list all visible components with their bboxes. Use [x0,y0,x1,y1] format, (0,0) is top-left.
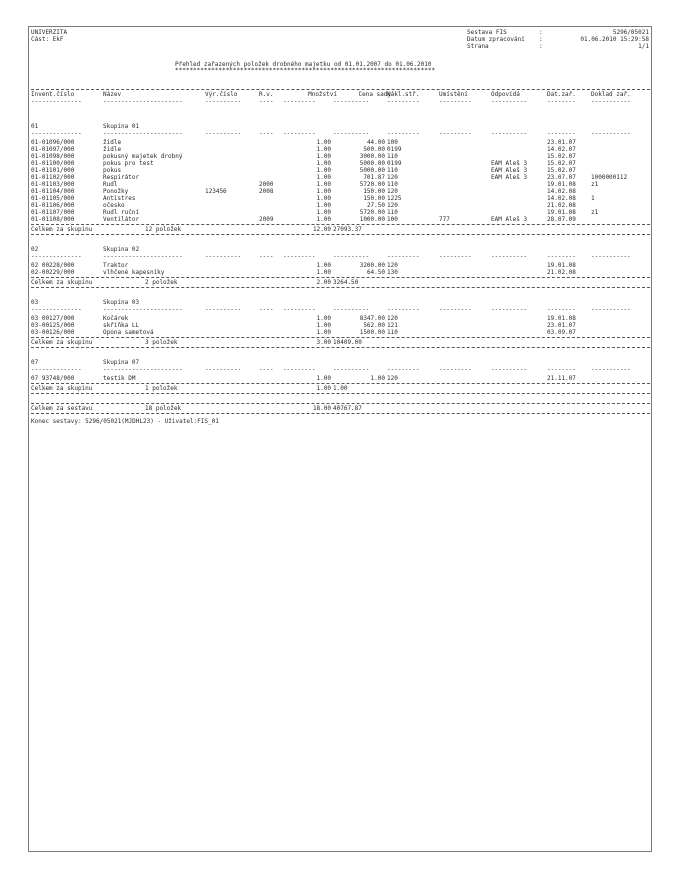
table-cell-cost: 110 [387,181,398,188]
grand-total-label: Celkem za sestavu [31,405,93,412]
table-cell-inv: 01-01098/000 [31,153,75,160]
table-cell-inv: 01-01105/000 [31,195,75,202]
table-cell-price: 44.00 [366,139,385,146]
group-name: Skupina 03 [103,299,140,306]
report-title-underline: ************************************************************************ [175,67,436,74]
table-cell-cost: 120 [387,315,398,322]
group-dashes: ---------------------- [103,366,183,373]
table-cell-price: 3200.00 [359,262,385,269]
table-cell-price: 27.50 [366,202,385,209]
table-cell-inv: 03-00126/000 [31,329,75,336]
table-cell-name: skříňka LL [103,322,140,329]
table-cell-resp: EAM Aleš 3 [491,167,528,174]
table-cell-name: Respirátor [103,174,140,181]
group-dashes: ---------- [491,253,528,260]
group-dashes: --------- [439,253,472,260]
meta-sep-page: : [539,43,543,50]
group-dashes: --------- [283,306,316,313]
table-cell-name: Kočárek [103,315,129,322]
table-cell-place: 777 [439,216,450,223]
group-dashes: ---------- [333,306,370,313]
table-cell-qty: 1.00 [316,315,331,322]
group-dashes: ---------- [205,253,242,260]
meta-label-page: Strana [467,43,489,50]
table-cell-price: 562.00 [363,322,385,329]
table-cell-price: 500.00 [363,146,385,153]
table-cell-inv: 02 00228/000 [31,262,75,269]
group-dashes: ---------- [205,130,242,137]
grand-total-qty: 18.00 [312,405,331,412]
table-cell-qty: 1.00 [316,188,331,195]
table-cell-name: Rudl [103,181,118,188]
table-cell-name: pokus [103,167,122,174]
column-header: Doklad zař. [591,91,631,98]
table-cell-qty: 1.00 [316,146,331,153]
table-cell-price: 150.00 [363,188,385,195]
group-end-rule [31,234,650,235]
table-cell-cost: 110 [387,153,398,160]
group-total-price: 10409.00 [333,339,362,346]
column-header: Odpovídá [491,91,520,98]
table-cell-date: 15.02.07 [547,160,576,167]
group-dashes: ---------------------- [103,306,183,313]
group-dashes: ---------- [333,253,370,260]
table-cell-name: Traktor [103,262,129,269]
table-cell-qty: 1.00 [316,329,331,336]
table-cell-cost: 1225 [387,195,402,202]
table-cell-date: 23.01.07 [547,139,576,146]
table-cell-price: 150.00 [363,195,385,202]
table-cell-inv: 03 00127/000 [31,315,75,322]
group-total-rule [31,383,650,384]
dept-name: Část: EkF [31,36,64,43]
column-header: R.v. [259,91,274,98]
table-cell-qty: 1.00 [316,195,331,202]
table-cell-cost: 120 [387,262,398,269]
meta-value-date: 01.06.2010 15:29:58 [580,36,649,43]
table-cell-cost: 120 [387,174,398,181]
group-total-rule [31,277,650,278]
group-total-label: Celkem za skupinu [31,226,93,233]
group-dashes: ----------- [591,130,631,137]
group-dashes: -------- [547,253,576,260]
table-cell-doc: 1 [591,195,595,202]
group-total-qty: 1.00 [316,385,331,392]
org-name: UNIVERZITA [31,29,68,36]
group-code: 03 [31,299,39,306]
table-cell-serial: 123456 [205,188,227,195]
table-cell-qty: 1.00 [316,174,331,181]
group-total-price: 3264.50 [333,279,359,286]
table-cell-cost: 120 [387,188,398,195]
group-dashes: ---- [259,366,274,373]
column-header: Cena sady [358,91,391,98]
group-dashes: --------- [283,130,316,137]
table-cell-qty: 1.00 [316,269,331,276]
group-dashes: ---------- [333,366,370,373]
group-end-rule [31,287,650,288]
column-header-dashes: -------- [547,98,576,105]
group-total-rule [31,337,650,338]
table-cell-cost: 110 [387,167,398,174]
meta-label-date: Datum zpracování [467,36,525,43]
table-cell-inv: 01-01107/000 [31,209,75,216]
group-dashes: --------- [387,366,420,373]
meta-label-report: Sestava FIS [467,29,507,36]
column-header-dashes: ----------- [591,98,631,105]
group-total-qty: 3.00 [316,339,331,346]
table-cell-qty: 1.00 [316,262,331,269]
table-cell-inv: 01-01100/000 [31,160,75,167]
table-cell-inv: 01-01102/000 [31,174,75,181]
group-code: 07 [31,359,39,366]
group-name: Skupina 01 [103,123,140,130]
group-dashes: ---- [259,253,274,260]
report-page [28,26,652,852]
group-dashes: -------- [547,130,576,137]
table-cell-price: 1.00 [370,375,385,382]
table-cell-year: 2009 [259,216,274,223]
group-total-count: 1 položek [145,385,178,392]
group-dashes: ---- [259,130,274,137]
table-cell-date: 14.02.08 [547,188,576,195]
group-total-rule [31,224,650,225]
group-dashes: ---- [259,306,274,313]
table-cell-qty: 1.00 [316,202,331,209]
group-dashes: ----------- [591,253,631,260]
table-cell-date: 28.07.09 [547,216,576,223]
table-cell-date: 14.02.08 [547,195,576,202]
table-cell-inv: 03-00125/000 [31,322,75,329]
meta-sep-date: : [539,36,543,43]
table-cell-inv: 01-01096/000 [31,139,75,146]
group-total-label: Celkem za skupinu [31,385,93,392]
table-cell-price: 701.87 [363,174,385,181]
table-cell-name: vlhčené kapesníky [103,269,165,276]
table-cell-resp: EAM Aleš 3 [491,216,528,223]
table-cell-date: 19.01.08 [547,315,576,322]
table-cell-name: Antistres [103,195,136,202]
group-name: Skupina 07 [103,359,140,366]
table-cell-name: očesko [103,202,125,209]
table-cell-resp: EAM Aleš 3 [491,160,528,167]
table-cell-name: pokusný majetek drobný [103,153,183,160]
meta-value-page: 1/1 [638,43,649,50]
group-total-qty: 12.00 [312,226,331,233]
column-header: Množství [308,91,337,98]
group-total-price: 27093.37 [333,226,362,233]
column-header-dashes: ---------------------- [103,98,183,105]
table-cell-price: 1500.00 [359,329,385,336]
table-cell-price: 3000.00 [359,153,385,160]
table-cell-name: testik DM [103,375,136,382]
table-cell-name: Ventilátor [103,216,140,223]
group-dashes: -------------- [31,306,82,313]
group-dashes: -------- [547,366,576,373]
table-cell-cost: 121 [387,322,398,329]
group-total-label: Celkem za skupinu [31,279,93,286]
column-header-dashes: --------- [387,98,420,105]
header-top-rule [31,89,650,90]
table-cell-qty: 1.00 [316,375,331,382]
table-cell-date: 03.09.07 [547,329,576,336]
column-header-dashes: ---------- [491,98,528,105]
group-dashes: --------- [439,366,472,373]
group-dashes: -------------- [31,130,82,137]
grand-total-price: 40767.87 [333,405,362,412]
column-header: Dat.zař. [547,91,576,98]
column-header-dashes: --------- [439,98,472,105]
column-header-dashes: --------- [283,98,316,105]
table-cell-doc: 1000000112 [591,174,628,181]
group-dashes: ---------- [333,130,370,137]
meta-value-report: 5296/05021 [612,29,649,36]
table-cell-name: Ponožky [103,188,129,195]
table-cell-date: 19.01.08 [547,181,576,188]
table-cell-doc: z1 [591,209,599,216]
column-header: Nákl.stř. [387,91,420,98]
table-cell-qty: 1.00 [316,153,331,160]
table-cell-cost: 100 [387,216,398,223]
table-cell-name: židle [103,146,122,153]
table-cell-cost: 0199 [387,146,402,153]
table-cell-cost: 130 [387,269,398,276]
group-end-rule [31,347,650,348]
table-cell-date: 23.07.07 [547,174,576,181]
table-cell-cost: 110 [387,209,398,216]
column-header: Název [103,91,122,98]
group-dashes: --------- [439,306,472,313]
grand-total-rule [31,403,650,404]
table-cell-inv: 01-01103/000 [31,181,75,188]
column-header-dashes: -------------- [31,98,82,105]
group-dashes: ---------------------- [103,130,183,137]
table-cell-name: Rudl ruční [103,209,140,216]
table-cell-resp: EAM Aleš 3 [491,174,528,181]
group-dashes: --------- [283,366,316,373]
group-total-price: 1.00 [333,385,348,392]
table-cell-qty: 1.00 [316,160,331,167]
column-header: Invent.číslo [31,91,75,98]
group-dashes: ----------- [591,366,631,373]
table-cell-cost: 100 [387,139,398,146]
table-cell-inv: 01-01097/000 [31,146,75,153]
table-cell-price: 5720.00 [359,209,385,216]
table-cell-price: 64.50 [366,269,385,276]
group-dashes: --------- [387,306,420,313]
grand-total-end-rule [31,413,650,414]
table-cell-price: 5000.00 [359,167,385,174]
table-cell-name: pokus pro test [103,160,154,167]
table-cell-date: 19.01.08 [547,262,576,269]
column-header: Umístění [439,91,468,98]
table-cell-inv: 07 93748/000 [31,375,75,382]
group-code: 01 [31,123,39,130]
grand-total-count: 18 položek [145,405,182,412]
table-cell-inv: 01-01104/000 [31,188,75,195]
table-cell-cost: 0199 [387,160,402,167]
group-total-count: 2 položek [145,279,178,286]
column-header: Výr.číslo [205,91,238,98]
table-cell-date: 19.01.08 [547,209,576,216]
table-cell-date: 15.02.07 [547,167,576,174]
table-cell-inv: 02-00229/000 [31,269,75,276]
table-cell-name: židle [103,139,122,146]
group-dashes: -------- [547,306,576,313]
group-name: Skupina 02 [103,246,140,253]
group-dashes: -------------- [31,366,82,373]
table-cell-year: 2008 [259,188,274,195]
table-cell-inv: 01-01108/000 [31,216,75,223]
table-cell-date: 21.11.07 [547,375,576,382]
table-cell-date: 15.02.07 [547,153,576,160]
table-cell-doc: z1 [591,181,599,188]
table-cell-inv: 01-01106/000 [31,202,75,209]
table-cell-qty: 1.00 [316,139,331,146]
table-cell-price: 5720.00 [359,181,385,188]
report-title: Přehled zařazených položek drobného majetku od 01.01.2007 do 01.06.2010 [175,61,432,68]
table-cell-qty: 1.00 [316,322,331,329]
table-cell-price: 8347.00 [359,315,385,322]
group-dashes: --------- [283,253,316,260]
table-cell-date: 14.02.07 [547,146,576,153]
table-cell-cost: 120 [387,375,398,382]
group-dashes: --------- [387,130,420,137]
table-cell-inv: 01-01101/000 [31,167,75,174]
group-dashes: --------- [439,130,472,137]
table-cell-name: Opona sametová [103,329,154,336]
group-total-label: Celkem za skupinu [31,339,93,346]
group-dashes: --------- [387,253,420,260]
group-dashes: ---------- [491,306,528,313]
group-dashes: ---------- [491,130,528,137]
column-header-dashes: ---------- [205,98,242,105]
group-dashes: ---------- [205,366,242,373]
table-cell-price: 5000.00 [359,160,385,167]
table-cell-price: 1000.00 [359,216,385,223]
group-dashes: ---------- [491,366,528,373]
table-cell-qty: 1.00 [316,216,331,223]
group-dashes: ---------------------- [103,253,183,260]
report-footer: Konec sestavy: 5296/05021(MJDHL23) - Uživatel:FIS_01 [31,418,219,425]
group-dashes: ----------- [591,306,631,313]
group-total-count: 3 položek [145,339,178,346]
table-cell-cost: 120 [387,202,398,209]
table-cell-date: 21.02.08 [547,269,576,276]
group-dashes: -------------- [31,253,82,260]
group-total-qty: 2.00 [316,279,331,286]
table-cell-year: 2000 [259,181,274,188]
table-cell-date: 21.02.08 [547,202,576,209]
table-cell-qty: 1.00 [316,181,331,188]
table-cell-date: 23.01.07 [547,322,576,329]
group-code: 02 [31,246,39,253]
table-cell-qty: 1.00 [316,167,331,174]
column-header-dashes: ---------- [333,98,370,105]
table-cell-qty: 1.00 [316,209,331,216]
meta-sep-report: : [539,29,543,36]
table-cell-cost: 110 [387,329,398,336]
column-header-dashes: ---- [259,98,274,105]
group-total-count: 12 položek [145,226,182,233]
group-dashes: ---------- [205,306,242,313]
group-end-rule [31,393,650,394]
